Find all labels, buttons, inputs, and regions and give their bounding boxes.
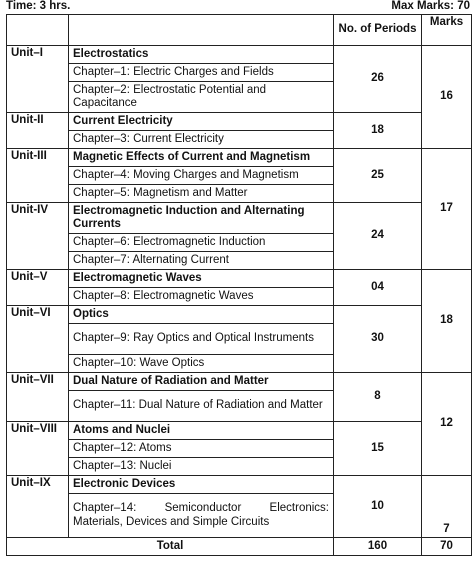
table-row [7, 149, 472, 167]
chapter-cell: Chapter–7: Alternating Current [69, 252, 334, 270]
chapter-cell: Chapter–13: Nuclei [69, 458, 334, 476]
periods-cell: 10 [334, 476, 422, 538]
marks-cell: 16 [422, 46, 472, 149]
total-marks: 70 [422, 538, 472, 556]
chapter-cell: Chapter–11: Dual Nature of Radiation and Matter [69, 391, 334, 422]
unit-cell: Unit–V [7, 270, 69, 306]
marks-cell: 7 [422, 476, 472, 538]
syllabus-table [6, 14, 472, 556]
unit-title: Magnetic Effects of Current and Magnetism [69, 149, 334, 167]
unit-title: Electromagnetic Waves [69, 270, 334, 288]
periods-cell: 18 [334, 113, 422, 149]
header-row [7, 15, 472, 46]
header-blank-cell [69, 15, 334, 46]
chapter-cell: Chapter–3: Current Electricity [69, 131, 334, 149]
table-row [7, 46, 472, 64]
unit-cell: Unit–VII [7, 373, 69, 422]
marks-cell: 12 [422, 373, 472, 476]
table-row [7, 373, 472, 391]
unit-cell: Unit–VIII [7, 422, 69, 476]
unit-cell: Unit–IX [7, 476, 69, 538]
periods-cell: 25 [334, 149, 422, 203]
chapter-cell: Chapter–10: Wave Optics [69, 355, 334, 373]
chapter-cell: Chapter–4: Moving Charges and Magnetism [69, 167, 334, 185]
unit-title: Electrostatics [69, 46, 334, 64]
chapter-cell: Chapter–5: Magnetism and Matter [69, 185, 334, 203]
unit-cell: Unit-IV [7, 203, 69, 270]
exam-header [0, 0, 474, 14]
unit-title: Electromagnetic Induction and Alternating Currents [69, 203, 334, 234]
marks-cell: 17 [422, 149, 472, 270]
periods-cell: 8 [334, 373, 422, 422]
unit-title: Optics [69, 306, 334, 324]
time-label: Time: 3 hrs. [6, 0, 71, 12]
chapter-cell: Chapter–6: Electromagnetic Induction [69, 234, 334, 252]
table-row [7, 476, 472, 494]
unit-title: Atoms and Nuclei [69, 422, 334, 440]
unit-cell: Unit–I [7, 46, 69, 113]
chapter-cell: Chapter–9: Ray Optics and Optical Instruments [69, 324, 334, 355]
periods-column-header: No. of Periods [334, 15, 422, 46]
unit-cell: Unit–VI [7, 306, 69, 373]
unit-title: Dual Nature of Radiation and Matter [69, 373, 334, 391]
table-row [7, 422, 472, 440]
marks-cell: 18 [422, 270, 472, 373]
unit-cell: Unit-III [7, 149, 69, 203]
table-row [7, 306, 472, 324]
chapter-cell: Chapter–1: Electric Charges and Fields [69, 64, 334, 82]
table-row [7, 270, 472, 288]
chapter-cell: Chapter–2: Electrostatic Potential and Capacitance [69, 82, 334, 113]
table-row [7, 113, 472, 131]
unit-title: Current Electricity [69, 113, 334, 131]
periods-cell: 24 [334, 203, 422, 270]
chapter-cell: Chapter–14: Semiconductor Electronics: Materials, Devices and Simple Circuits [69, 494, 334, 538]
unit-title: Electronic Devices [69, 476, 334, 494]
periods-cell: 30 [334, 306, 422, 373]
chapter-cell: Chapter–8: Electromagnetic Waves [69, 288, 334, 306]
total-periods: 160 [334, 538, 422, 556]
periods-cell: 04 [334, 270, 422, 306]
periods-cell: 26 [334, 46, 422, 113]
table-row [7, 203, 472, 234]
total-label: Total [7, 538, 334, 556]
total-row [7, 538, 472, 556]
unit-cell: Unit-II [7, 113, 69, 149]
max-marks-label: Max Marks: 70 [391, 0, 470, 12]
header-blank-cell [7, 15, 69, 46]
periods-cell: 15 [334, 422, 422, 476]
marks-column-header: Marks [422, 15, 472, 46]
chapter-cell: Chapter–12: Atoms [69, 440, 334, 458]
